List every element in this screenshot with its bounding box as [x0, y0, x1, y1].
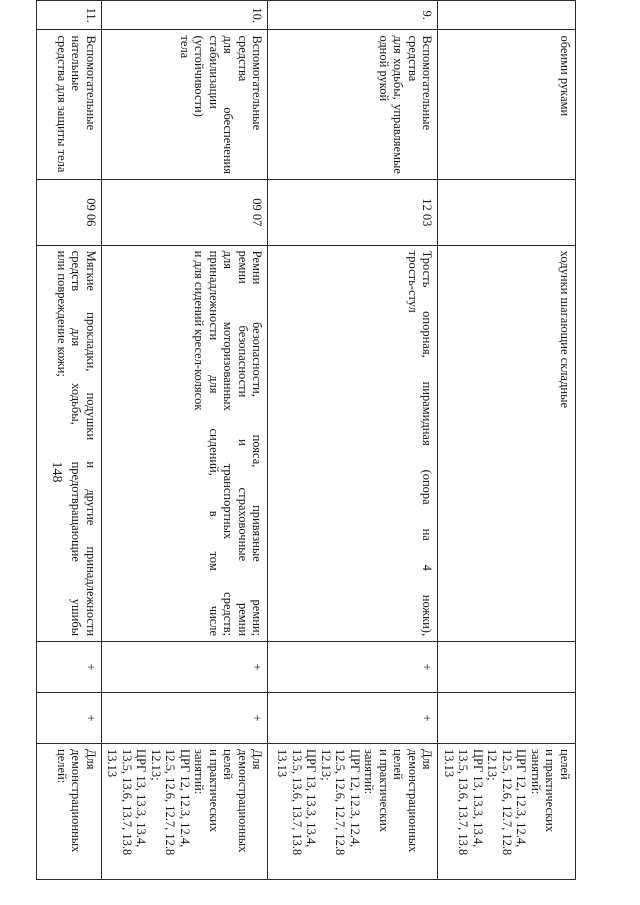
item-note-line: 12.5, 12.6, 12.7, 12.8 [163, 749, 178, 856]
item-note-line: занятий: [362, 749, 377, 795]
mark-column-1: + [37, 642, 102, 693]
item-description-line: Ремни безопасности, пояса, привязные ремни; [250, 250, 265, 637]
item-code: 09 06 [37, 179, 102, 245]
item-note [37, 744, 102, 880]
item-note-line: 13.13 [442, 749, 456, 778]
item-note-line: целей [391, 749, 406, 780]
row-number: 10. [102, 1, 269, 30]
row-number [438, 1, 576, 30]
mark-column-2: + [102, 693, 269, 744]
item-description-line: для моторизованных транспортных средств; [221, 250, 236, 637]
item-note-line: и практических [207, 749, 221, 833]
mark-column-2: + [37, 693, 102, 744]
item-note [102, 744, 269, 880]
item-description-line: ходунки шагающие складные [558, 250, 572, 409]
item-note-line: занятий: [192, 749, 207, 795]
item-name [37, 30, 102, 180]
mark-column-1 [438, 642, 576, 693]
item-note-line: ЦРГ 12, 12.3, 12.4, [178, 749, 192, 848]
item-name-line: для обеспечения [221, 35, 236, 174]
mark-column-1: + [268, 642, 438, 693]
item-note-line: ЦРГ 13, 13.3, 13.4, [471, 749, 485, 848]
item-name [268, 30, 438, 180]
item-note-line: занятий: [529, 749, 543, 795]
item-note-line: демонстрационных [69, 749, 84, 853]
item-name [102, 30, 269, 180]
mark-column-2: + [268, 693, 438, 744]
item-note [268, 744, 438, 880]
item-description-line: Мягкие прокладки, подушки и другие принадлежности [84, 250, 98, 637]
item-note-line: 12.5, 12.6, 12.7, 12.8 [500, 749, 514, 856]
item-note-line: целей [221, 749, 236, 780]
item-description-line: принадлежности для сидений, в том числе [207, 250, 221, 637]
item-name-line: средства для защиты тела [55, 35, 69, 173]
mark-column-1: + [102, 642, 269, 693]
page-number: 148 [49, 461, 64, 483]
item-note-line: Для [250, 749, 265, 770]
item-name-line: стабилизации (устойчивости) [192, 35, 221, 117]
item-name-line: Вспомогательные средства [236, 35, 265, 131]
item-note-line: целей: [55, 749, 69, 784]
row-number: 11. [37, 1, 102, 30]
item-note-line: 12.5, 12.6, 12.7, 12.8 [333, 749, 348, 856]
item-note-line: 12.13; [319, 749, 333, 781]
item-name-line: обеими руками [558, 35, 572, 117]
item-note-line: и практических [543, 749, 558, 833]
item-name-line: Вспомогательные средства [406, 35, 435, 131]
item-note-line: демонстрационных [236, 749, 250, 853]
item-note-line: Для [420, 749, 435, 770]
item-note-line: ЦРГ 12, 12.3, 12.4, [348, 749, 362, 848]
table-row [102, 1, 269, 880]
item-note-line: ЦРГ 13, 13.3, 13.4, [304, 749, 319, 848]
item-note-line: 13.5, 13.6, 13.7, 13.8 [290, 749, 304, 856]
table-row [268, 1, 438, 880]
item-note [438, 744, 576, 880]
table-body [37, 1, 576, 880]
item-name-line: для ходьбы, управляемые [391, 35, 406, 174]
item-description-line: Трость опорная, пирамидная (опора на 4 ножки), [420, 250, 435, 637]
item-description-line: и для сидений кресел-колясок [192, 250, 207, 411]
item-note-line: 13.13 [105, 749, 120, 778]
item-description-line: трость-стул [406, 250, 420, 313]
item-name-line: тела [178, 35, 192, 59]
item-description [37, 245, 102, 641]
item-description-line: ремни безопасности и страховочные ремни [236, 250, 250, 637]
item-description [268, 245, 438, 641]
item-note-line: и практических [377, 749, 391, 833]
item-description [438, 245, 576, 641]
table-row [438, 1, 576, 880]
row-number: 9. [268, 1, 438, 30]
item-note-line: Для [84, 749, 98, 770]
item-code [438, 179, 576, 245]
item-name-line: Вспомогательные нательные [69, 35, 98, 131]
item-description [102, 245, 269, 641]
item-description-line: средств для ходьбы, предотвращающие ушибы [69, 250, 84, 637]
item-description-line: или повреждение кожи; [55, 250, 69, 377]
item-name-line: одной рукой [377, 35, 391, 102]
item-note-line: ЦРГ 13, 13.3, 13.4, [134, 749, 149, 848]
item-note-line: демонстрационных [406, 749, 420, 853]
item-code: 09 07 [102, 179, 269, 245]
item-note-line: 13.5, 13.6, 13.7, 13.8 [120, 749, 134, 856]
table-row [37, 1, 102, 880]
item-note-line: ЦРГ 12, 12.3, 12.4, [514, 749, 529, 848]
item-code: 12 03 [268, 179, 438, 245]
item-note-line: 12.13; [149, 749, 163, 781]
item-note-line: целей [558, 749, 572, 780]
item-note-line: 13.5, 13.6, 13.7, 13.8 [456, 749, 471, 856]
mark-column-2 [438, 693, 576, 744]
item-name [438, 30, 576, 180]
document-table [36, 0, 576, 880]
item-note-line: 13.13 [275, 749, 290, 778]
item-note-line: 12.13; [485, 749, 500, 781]
